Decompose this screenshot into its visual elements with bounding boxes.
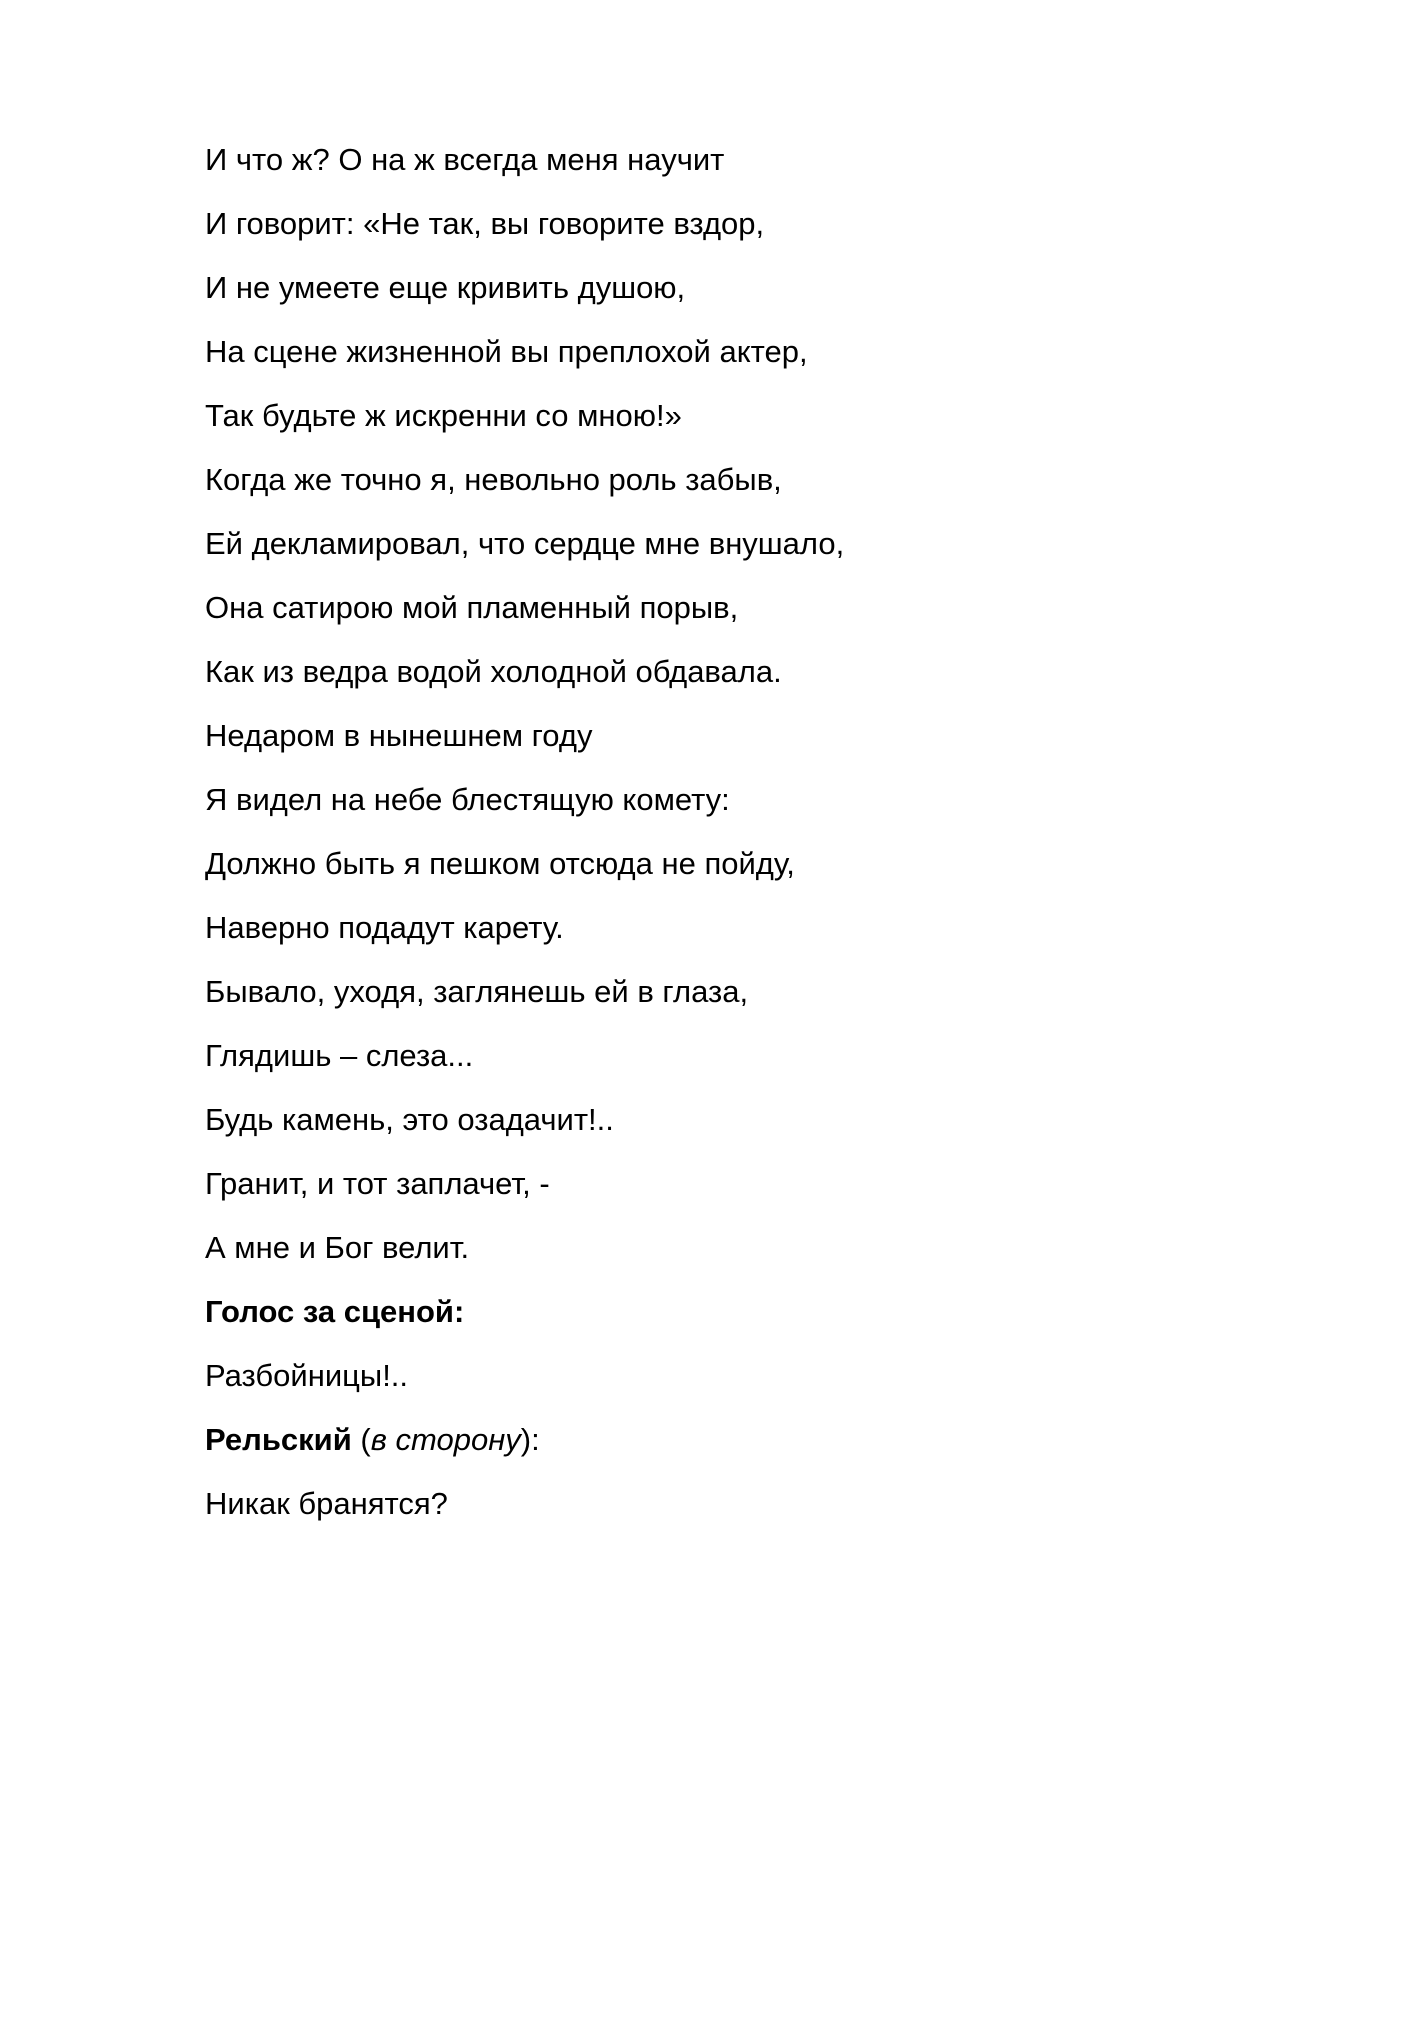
verse-line: Она сатирою мой пламенный порыв, [205, 590, 739, 625]
open-paren: ( [351, 1422, 371, 1457]
voice-offstage-line: Разбойницы!.. [205, 1358, 409, 1393]
play-text [205, 136, 1255, 1544]
verse-line: Когда же точно я, невольно роль забыв, [205, 462, 782, 497]
verse-line: Недаром в нынешнем году [205, 718, 593, 753]
verse-line: Наверно подадут карету. [205, 910, 564, 945]
verse-line: Будь камень, это озадачит!.. [205, 1102, 614, 1137]
verse-line: И говорит: «Не так, вы говорите вздор, [205, 206, 765, 241]
stage-direction: в сторону [370, 1422, 521, 1457]
speaker-name-relsky: Рельский [205, 1422, 352, 1457]
verse-line: И что ж? О на ж всегда меня научит [205, 142, 725, 177]
verse-line: А мне и Бог велит. [205, 1230, 470, 1265]
close-paren: ): [520, 1422, 540, 1457]
verse-line: Так будьте ж искренни со мною!» [205, 398, 682, 433]
relsky-line: Никак бранятся? [205, 1486, 448, 1521]
verse-line: Бывало, уходя, заглянешь ей в глаза, [205, 974, 749, 1009]
speaker-heading-relsky [205, 1416, 1255, 1480]
verse-line: Как из ведра водой холодной обдавала. [205, 654, 782, 689]
verse-line: Я видел на небе блестящую комету: [205, 782, 730, 817]
verse-line: Глядишь – слеза... [205, 1038, 474, 1073]
verse-line: Ей декламировал, что сердце мне внушало, [205, 526, 845, 561]
verse-line: Гранит, и тот заплачет, - [205, 1166, 550, 1201]
verse-line: И не умеете еще кривить душою, [205, 270, 686, 305]
speaker-name-voice-offstage: Голос за сценой: [205, 1294, 465, 1329]
verse-line: На сцене жизненной вы преплохой актер, [205, 334, 808, 369]
verse-line: Должно быть я пешком отсюда не пойду, [205, 846, 795, 881]
